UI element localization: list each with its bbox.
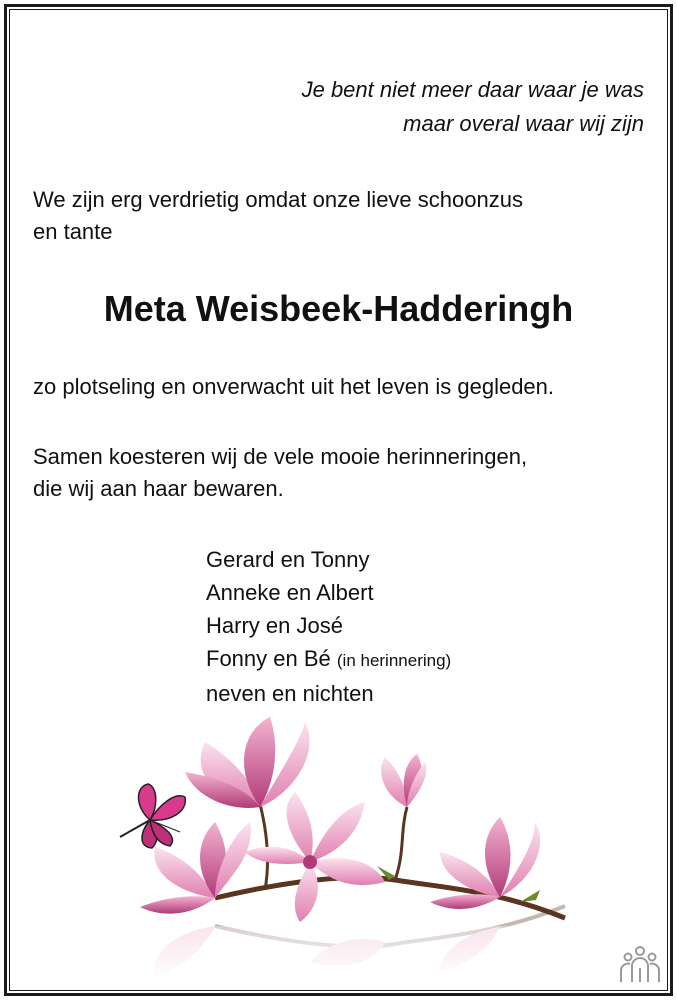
passed-text: [33, 371, 554, 403]
memories-line: Samen koesteren wij de vele mooie herinneringen,: [33, 444, 528, 469]
passed-line: zo plotseling en onverwacht uit het leven is gegleden.: [33, 374, 555, 399]
magnolia-flower: [430, 817, 540, 909]
signatory-name: Gerard en Tonny: [206, 547, 370, 572]
butterfly-icon: [120, 784, 185, 848]
magnolia-bud: [381, 754, 426, 807]
signatory-name: Harry en José: [206, 613, 343, 638]
poem-line: maar overal waar wij zijn: [403, 111, 644, 136]
signatory: [206, 609, 451, 642]
intro-text: [33, 184, 523, 248]
poem-line: Je bent niet meer daar waar je was: [301, 77, 644, 102]
memories-text: [33, 441, 527, 505]
magnolia-flower: [185, 717, 309, 808]
signatory: [206, 576, 451, 609]
signatory: [206, 677, 451, 710]
signatory-note: (in herinnering): [336, 651, 452, 670]
magnolia-flower: [245, 792, 385, 922]
deceased-name: Meta Weisbeek-Hadderingh: [103, 288, 574, 329]
signatory-name: Anneke en Albert: [206, 580, 374, 605]
people-group-icon: [616, 944, 664, 984]
signatory-name: neven en nichten: [206, 681, 374, 706]
signatories-list: [206, 543, 451, 710]
memories-line: die wij aan haar bewaren.: [33, 476, 284, 501]
magnolia-branch-illustration: [95, 712, 575, 982]
intro-line: We zijn erg verdrietig omdat onze lieve schoonzus: [33, 187, 523, 212]
intro-line: en tante: [33, 219, 113, 244]
poem: [302, 73, 644, 141]
signatory-name: Fonny en Bé: [206, 646, 331, 671]
signatory: [206, 543, 451, 576]
signatory: [206, 642, 451, 677]
